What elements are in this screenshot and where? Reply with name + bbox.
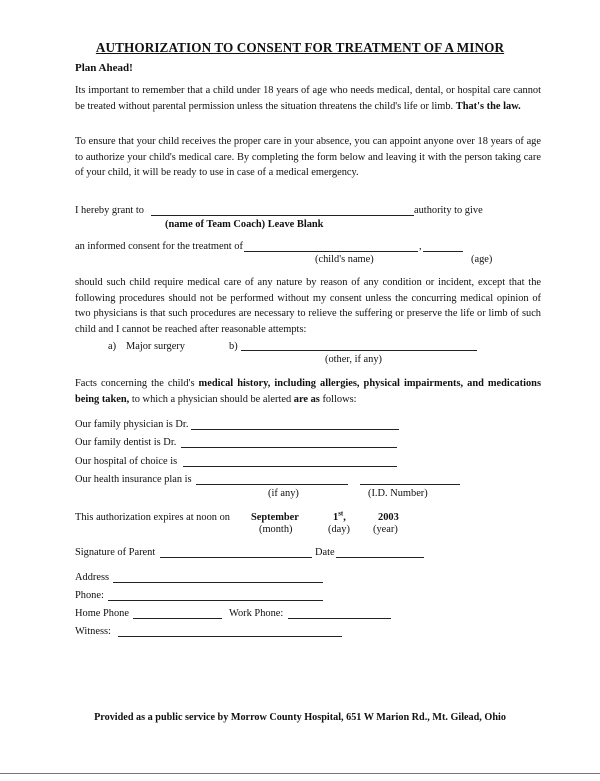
insurance-id-line[interactable] [360, 484, 460, 485]
consent-comma: , [419, 241, 422, 252]
plan-ahead-heading: Plan Ahead! [75, 62, 133, 74]
expires-day-number: 1 [333, 512, 339, 523]
witness-label: Witness: [75, 626, 111, 637]
footer-notice: Provided as a public service by Morrow County Hospital, 651 W Marion Rd., Mt. Gilead, Ohio [94, 712, 506, 723]
other-procedure-caption: (other, if any) [325, 354, 382, 365]
grant-suffix: authority to give [414, 205, 483, 216]
date-label: Date [315, 547, 335, 558]
date-line[interactable] [336, 557, 424, 558]
parent-signature-line[interactable] [160, 557, 312, 558]
procedure-a-label: a) [108, 341, 117, 352]
physician-line[interactable] [191, 429, 399, 430]
child-name-caption: (child's name) [315, 254, 374, 265]
expires-year: 2003 [378, 512, 399, 523]
procedure-a-text: Major surgery [126, 341, 185, 352]
address-label: Address [75, 572, 110, 583]
facts-bold-2: are as [293, 393, 320, 405]
facts-text-3: follows: [319, 393, 357, 405]
hospital-line[interactable] [183, 466, 397, 467]
other-procedure-line[interactable] [241, 350, 477, 351]
intro-text: Its important to remember that a child under 18 years of age who needs medical, dental, or hospital care cannot be treated without parental permission unless the situation threatens the child's life or limb. [75, 85, 541, 112]
parent-signature-label: Signature of Parent [75, 547, 156, 558]
witness-line[interactable] [118, 636, 342, 637]
expires-day-comma: , [343, 512, 346, 523]
work-phone-line[interactable] [288, 618, 391, 619]
facts-text-1: Facts concerning the child's [75, 378, 199, 389]
physician-label: Our family physician is Dr. [75, 419, 189, 430]
consent-prefix: an informed consent for the treatment of [75, 241, 243, 252]
child-age-caption: (age) [471, 254, 493, 265]
phone-line[interactable] [108, 600, 323, 601]
form-title: AUTHORIZATION TO CONSENT FOR TREATMENT OF A MINOR [95, 40, 505, 55]
home-phone-label: Home Phone [75, 608, 129, 619]
home-phone-line[interactable] [133, 618, 222, 619]
expires-day-suffix: st [338, 509, 344, 518]
dentist-line[interactable] [181, 447, 397, 448]
ensure-paragraph: To ensure that your child receives the proper care in your absence, you can appoint anyone over 18 years of age to authorize your child's medical care. By completing the form below and leaving it with the person taking care of your child, it will be ready to use in case of a medical emergency. [75, 136, 541, 179]
dentist-label: Our family dentist is Dr. [75, 437, 177, 448]
address-line[interactable] [113, 582, 323, 583]
month-caption: (month) [259, 524, 293, 535]
facts-text-2: to which a physician should be alerted [129, 393, 294, 405]
if-any-caption: (if any) [268, 488, 299, 499]
intro-paragraph [75, 83, 541, 114]
year-caption: (year) [373, 524, 398, 535]
insurance-plan-line[interactable] [196, 484, 348, 485]
page-bottom-divider [0, 773, 600, 774]
intro-bold: That's the law. [455, 100, 521, 112]
day-caption: (day) [328, 524, 350, 535]
procedure-b-label: b) [229, 341, 238, 352]
hospital-label: Our hospital of choice is [75, 456, 178, 467]
coach-name-line[interactable] [151, 215, 414, 216]
child-name-line[interactable] [244, 251, 418, 252]
expires-month: September [251, 512, 299, 523]
facts-paragraph [75, 376, 541, 407]
expires-label: This authorization expires at noon on [75, 512, 230, 523]
procedures-paragraph: should such child require medical care of any nature by reason of any condition or incident, except that the following procedures should not be performed without my consent unless the concurring medical opinion of two physicians is that such procedures are necessary to relieve the suffering or preserve the life or limb of such child and I cannot be reached after reasonable attempts: [75, 277, 541, 335]
child-age-line[interactable] [423, 251, 463, 252]
phone-label: Phone: [75, 590, 104, 601]
insurance-label: Our health insurance plan is [75, 474, 192, 485]
grant-prefix: I hereby grant to [75, 205, 144, 216]
facts-bold-1: medical history, including allergies, physical impairments, and medications being taken, [75, 378, 541, 405]
coach-caption: (name of Team Coach) Leave Blank [165, 219, 324, 230]
id-number-caption: (I.D. Number) [368, 488, 428, 499]
work-phone-label: Work Phone: [229, 608, 284, 619]
